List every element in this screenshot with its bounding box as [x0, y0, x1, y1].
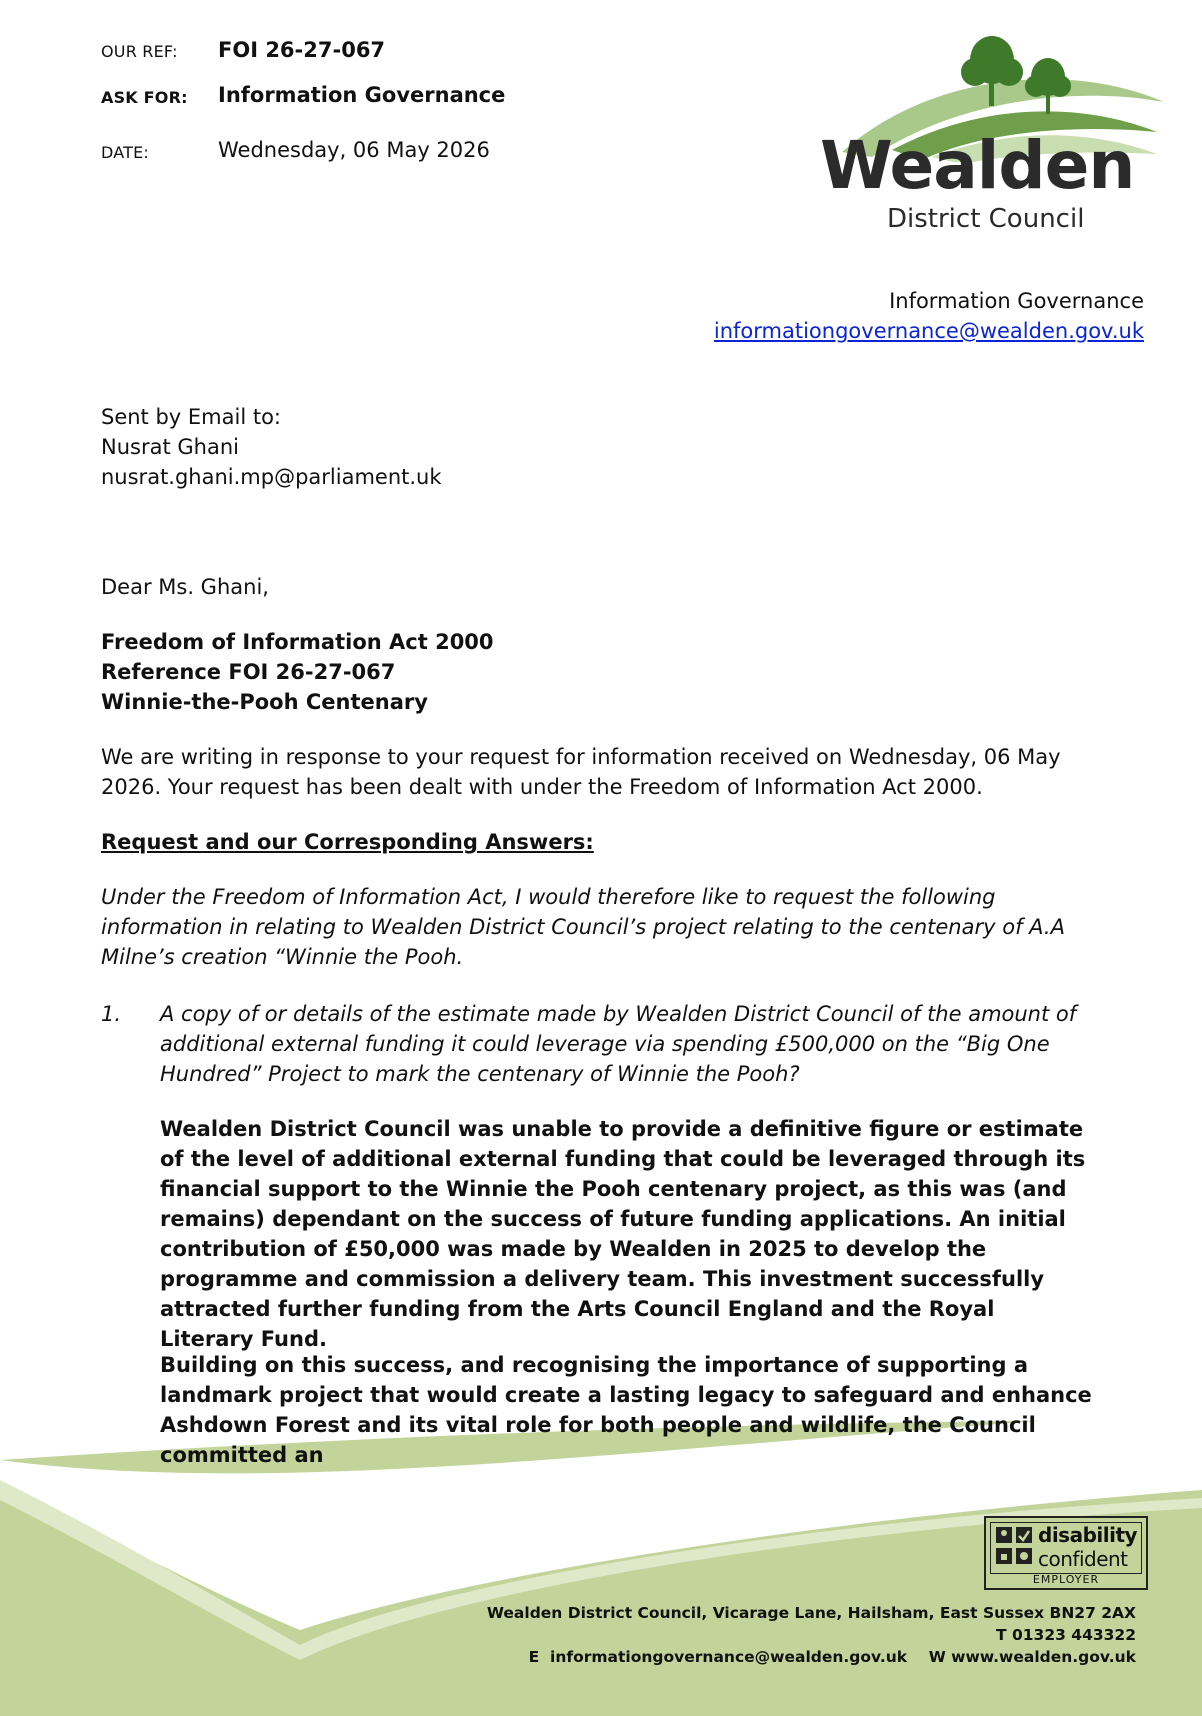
wealden-logo: [812, 32, 1172, 242]
recipient-email: nusrat.ghani.mp@parliament.uk: [101, 465, 442, 489]
answer-1-paragraph-1: Wealden District Council was unable to provide a definitive figure or estimate of the level of additional external funding that could be leveraged through its financial support to the Winnie the Pooh centenary project, as this was (and remains) dependant on the success of future funding applications. An initial contribution of £50,000 was made by Wealden in 2025 to develop the programme and commission a delivery team. This investment successfully attracted further funding from the Arts Council England and the Royal Literary Fund.: [160, 1117, 1086, 1351]
sender-email-link[interactable]: informationgovernance@wealden.gov.uk: [713, 319, 1144, 343]
date-label: DATE:: [101, 143, 150, 162]
subject-line-3: Winnie-the-Pooh Centenary: [101, 690, 428, 714]
intro-paragraph: We are writing in response to your request for information received on Wednesday, 06 May 2026. Your request has been dealt with under the Freedom of Information Act 2000.: [101, 745, 1061, 799]
recipient-intro: Sent by Email to:: [101, 405, 281, 429]
ask-for-value: Information Governance: [218, 83, 506, 107]
footer-contacts: E informationgovernance@wealden.gov.uk W www.wealden.gov.uk: [528, 1648, 1136, 1666]
badge-line-1: disability: [1038, 1523, 1138, 1547]
request-intro: Under the Freedom of Information Act, I would therefore like to request the following information in relating to Wealden District Council’s project relating to the centenary of A.A Milne’s creation “Winnie the Pooh.: [101, 885, 1065, 969]
date-value: Wednesday, 06 May 2026: [218, 138, 490, 162]
question-1-number: 1.: [101, 1002, 122, 1026]
badge-line-3: EMPLOYER: [1032, 1573, 1100, 1586]
footer-phone: T 01323 443322: [996, 1626, 1136, 1644]
answer-1-paragraph-2: Building on this success, and recognising the importance of supporting a landmark project that would create a lasting legacy to safeguard and enhance Ashdown Forest and its vital role for both people and wildlife, the Council committed an: [160, 1353, 1092, 1467]
logo-subtitle: District Council: [887, 204, 1085, 234]
section-heading: Request and our Corresponding Answers:: [101, 830, 594, 854]
subject-line-2: Reference FOI 26-27-067: [101, 660, 396, 684]
subject-line-1: Freedom of Information Act 2000: [101, 630, 494, 654]
badge-symbols-icon: [995, 1526, 1035, 1568]
ask-for-label: ASK FOR:: [101, 88, 188, 107]
disability-confident-badge: [984, 1516, 1148, 1590]
our-ref-value: FOI 26-27-067: [218, 38, 386, 62]
recipient-name: Nusrat Ghani: [101, 435, 239, 459]
our-ref-label: OUR REF:: [101, 42, 178, 61]
salutation: Dear Ms. Ghani,: [101, 575, 269, 599]
footer-address: Wealden District Council, Vicarage Lane, Hailsham, East Sussex BN27 2AX: [486, 1604, 1136, 1622]
logo-wordmark: Wealden: [820, 127, 1135, 204]
question-1-text: A copy of or details of the estimate made by Wealden District Council of the amount of additional external funding it could leverage via spending £500,000 on the “Big One Hundred” Project to mark the centenary of Winnie the Pooh?: [160, 1002, 1077, 1086]
sender-name: Information Governance: [889, 289, 1144, 313]
badge-line-2: confident: [1038, 1547, 1128, 1571]
